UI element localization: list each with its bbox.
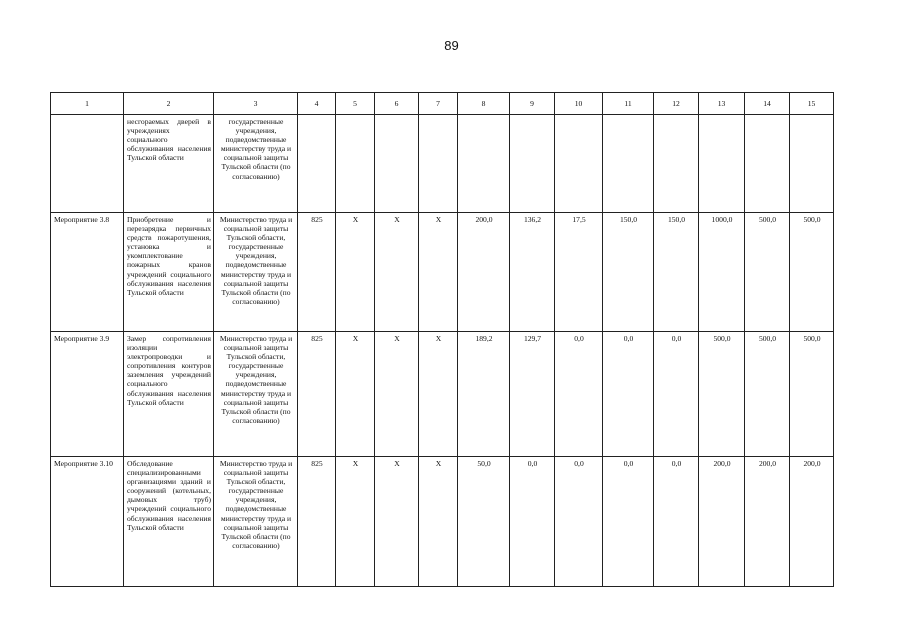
column-header-15: 15 — [790, 93, 834, 115]
value-cell-col-6 — [375, 115, 419, 213]
column-header-6: 6 — [375, 93, 419, 115]
value-cell-col-6: X — [375, 213, 419, 332]
table-row — [51, 332, 834, 457]
value-cell-col-15: 500,0 — [790, 213, 834, 332]
measure-id-cell — [51, 115, 124, 213]
measure-id-cell: Мероприятие 3.10 — [51, 457, 124, 587]
column-header-4: 4 — [298, 93, 336, 115]
measures-table — [50, 92, 834, 587]
value-cell-col-8: 189,2 — [458, 332, 510, 457]
measure-description-cell: Приобретение и перезарядка первичных средств пожаротушения, установка и укомплектование пожарных кранов учреждений социального обслуживания населения Тульской области — [124, 213, 214, 332]
value-cell-col-8 — [458, 115, 510, 213]
value-cell-col-9 — [510, 115, 555, 213]
measure-id-cell: Мероприятие 3.9 — [51, 332, 124, 457]
value-cell-col-12: 0,0 — [654, 457, 699, 587]
value-cell-col-6: X — [375, 332, 419, 457]
executor-cell: Министерство труда и социальной защиты Тульской области, государственные учреждения, подведомственные министерству труда и социальной защиты Тульской области (по согласованию) — [214, 457, 298, 587]
value-cell-col-13: 500,0 — [699, 332, 745, 457]
column-header-13: 13 — [699, 93, 745, 115]
header-row — [51, 93, 834, 115]
value-cell-col-4 — [298, 115, 336, 213]
value-cell-col-11 — [603, 115, 654, 213]
value-cell-col-10: 17,5 — [555, 213, 603, 332]
value-cell-col-14: 500,0 — [745, 213, 790, 332]
value-cell-col-5: X — [336, 457, 375, 587]
executor-cell: Министерство труда и социальной защиты Тульской области, государственные учреждения, подведомственные министерству труда и социальной защиты Тульской области (по согласованию) — [214, 332, 298, 457]
value-cell-col-5 — [336, 115, 375, 213]
measure-description-cell: несгораемых дверей в учреждениях социального обслуживания населения Тульской области — [124, 115, 214, 213]
value-cell-col-4: 825 — [298, 213, 336, 332]
value-cell-col-11: 150,0 — [603, 213, 654, 332]
value-cell-col-10: 0,0 — [555, 457, 603, 587]
value-cell-col-11: 0,0 — [603, 457, 654, 587]
column-header-10: 10 — [555, 93, 603, 115]
value-cell-col-7: X — [419, 457, 458, 587]
value-cell-col-15: 200,0 — [790, 457, 834, 587]
column-header-9: 9 — [510, 93, 555, 115]
measure-description-cell: Обследование специализированными организациями зданий и сооружений (котельных, дымовых труб) учреждений социального обслуживания населения Тульской области — [124, 457, 214, 587]
value-cell-col-12: 150,0 — [654, 213, 699, 332]
value-cell-col-14: 500,0 — [745, 332, 790, 457]
table-row — [51, 457, 834, 587]
value-cell-col-14 — [745, 115, 790, 213]
column-header-1: 1 — [51, 93, 124, 115]
value-cell-col-12: 0,0 — [654, 332, 699, 457]
measure-id-cell: Мероприятие 3.8 — [51, 213, 124, 332]
value-cell-col-6: X — [375, 457, 419, 587]
value-cell-col-9: 0,0 — [510, 457, 555, 587]
column-header-11: 11 — [603, 93, 654, 115]
value-cell-col-8: 200,0 — [458, 213, 510, 332]
executor-cell: государственные учреждения, подведомственные министерству труда и социальной защиты Тульской области (по согласованию) — [214, 115, 298, 213]
value-cell-col-13 — [699, 115, 745, 213]
column-header-8: 8 — [458, 93, 510, 115]
value-cell-col-5: X — [336, 213, 375, 332]
column-header-3: 3 — [214, 93, 298, 115]
executor-cell: Министерство труда и социальной защиты Тульской области, государственные учреждения, подведомственные министерству труда и социальной защиты Тульской области (по согласованию) — [214, 213, 298, 332]
table-body — [51, 93, 834, 587]
table-row — [51, 213, 834, 332]
value-cell-col-9: 129,7 — [510, 332, 555, 457]
value-cell-col-5: X — [336, 332, 375, 457]
value-cell-col-15 — [790, 115, 834, 213]
column-header-12: 12 — [654, 93, 699, 115]
value-cell-col-4: 825 — [298, 457, 336, 587]
table-row — [51, 115, 834, 213]
column-header-7: 7 — [419, 93, 458, 115]
value-cell-col-4: 825 — [298, 332, 336, 457]
value-cell-col-13: 1000,0 — [699, 213, 745, 332]
page-number: 89 — [444, 38, 459, 53]
measure-description-cell: Замер сопротивления изоляции электропроводки и сопротивления контуров заземления учреждений социального обслуживания населения Тульской области — [124, 332, 214, 457]
column-header-2: 2 — [124, 93, 214, 115]
value-cell-col-7 — [419, 115, 458, 213]
column-header-5: 5 — [336, 93, 375, 115]
value-cell-col-7: X — [419, 213, 458, 332]
value-cell-col-12 — [654, 115, 699, 213]
value-cell-col-15: 500,0 — [790, 332, 834, 457]
value-cell-col-8: 50,0 — [458, 457, 510, 587]
value-cell-col-9: 136,2 — [510, 213, 555, 332]
value-cell-col-7: X — [419, 332, 458, 457]
value-cell-col-11: 0,0 — [603, 332, 654, 457]
value-cell-col-10: 0,0 — [555, 332, 603, 457]
value-cell-col-14: 200,0 — [745, 457, 790, 587]
column-header-14: 14 — [745, 93, 790, 115]
value-cell-col-10 — [555, 115, 603, 213]
value-cell-col-13: 200,0 — [699, 457, 745, 587]
